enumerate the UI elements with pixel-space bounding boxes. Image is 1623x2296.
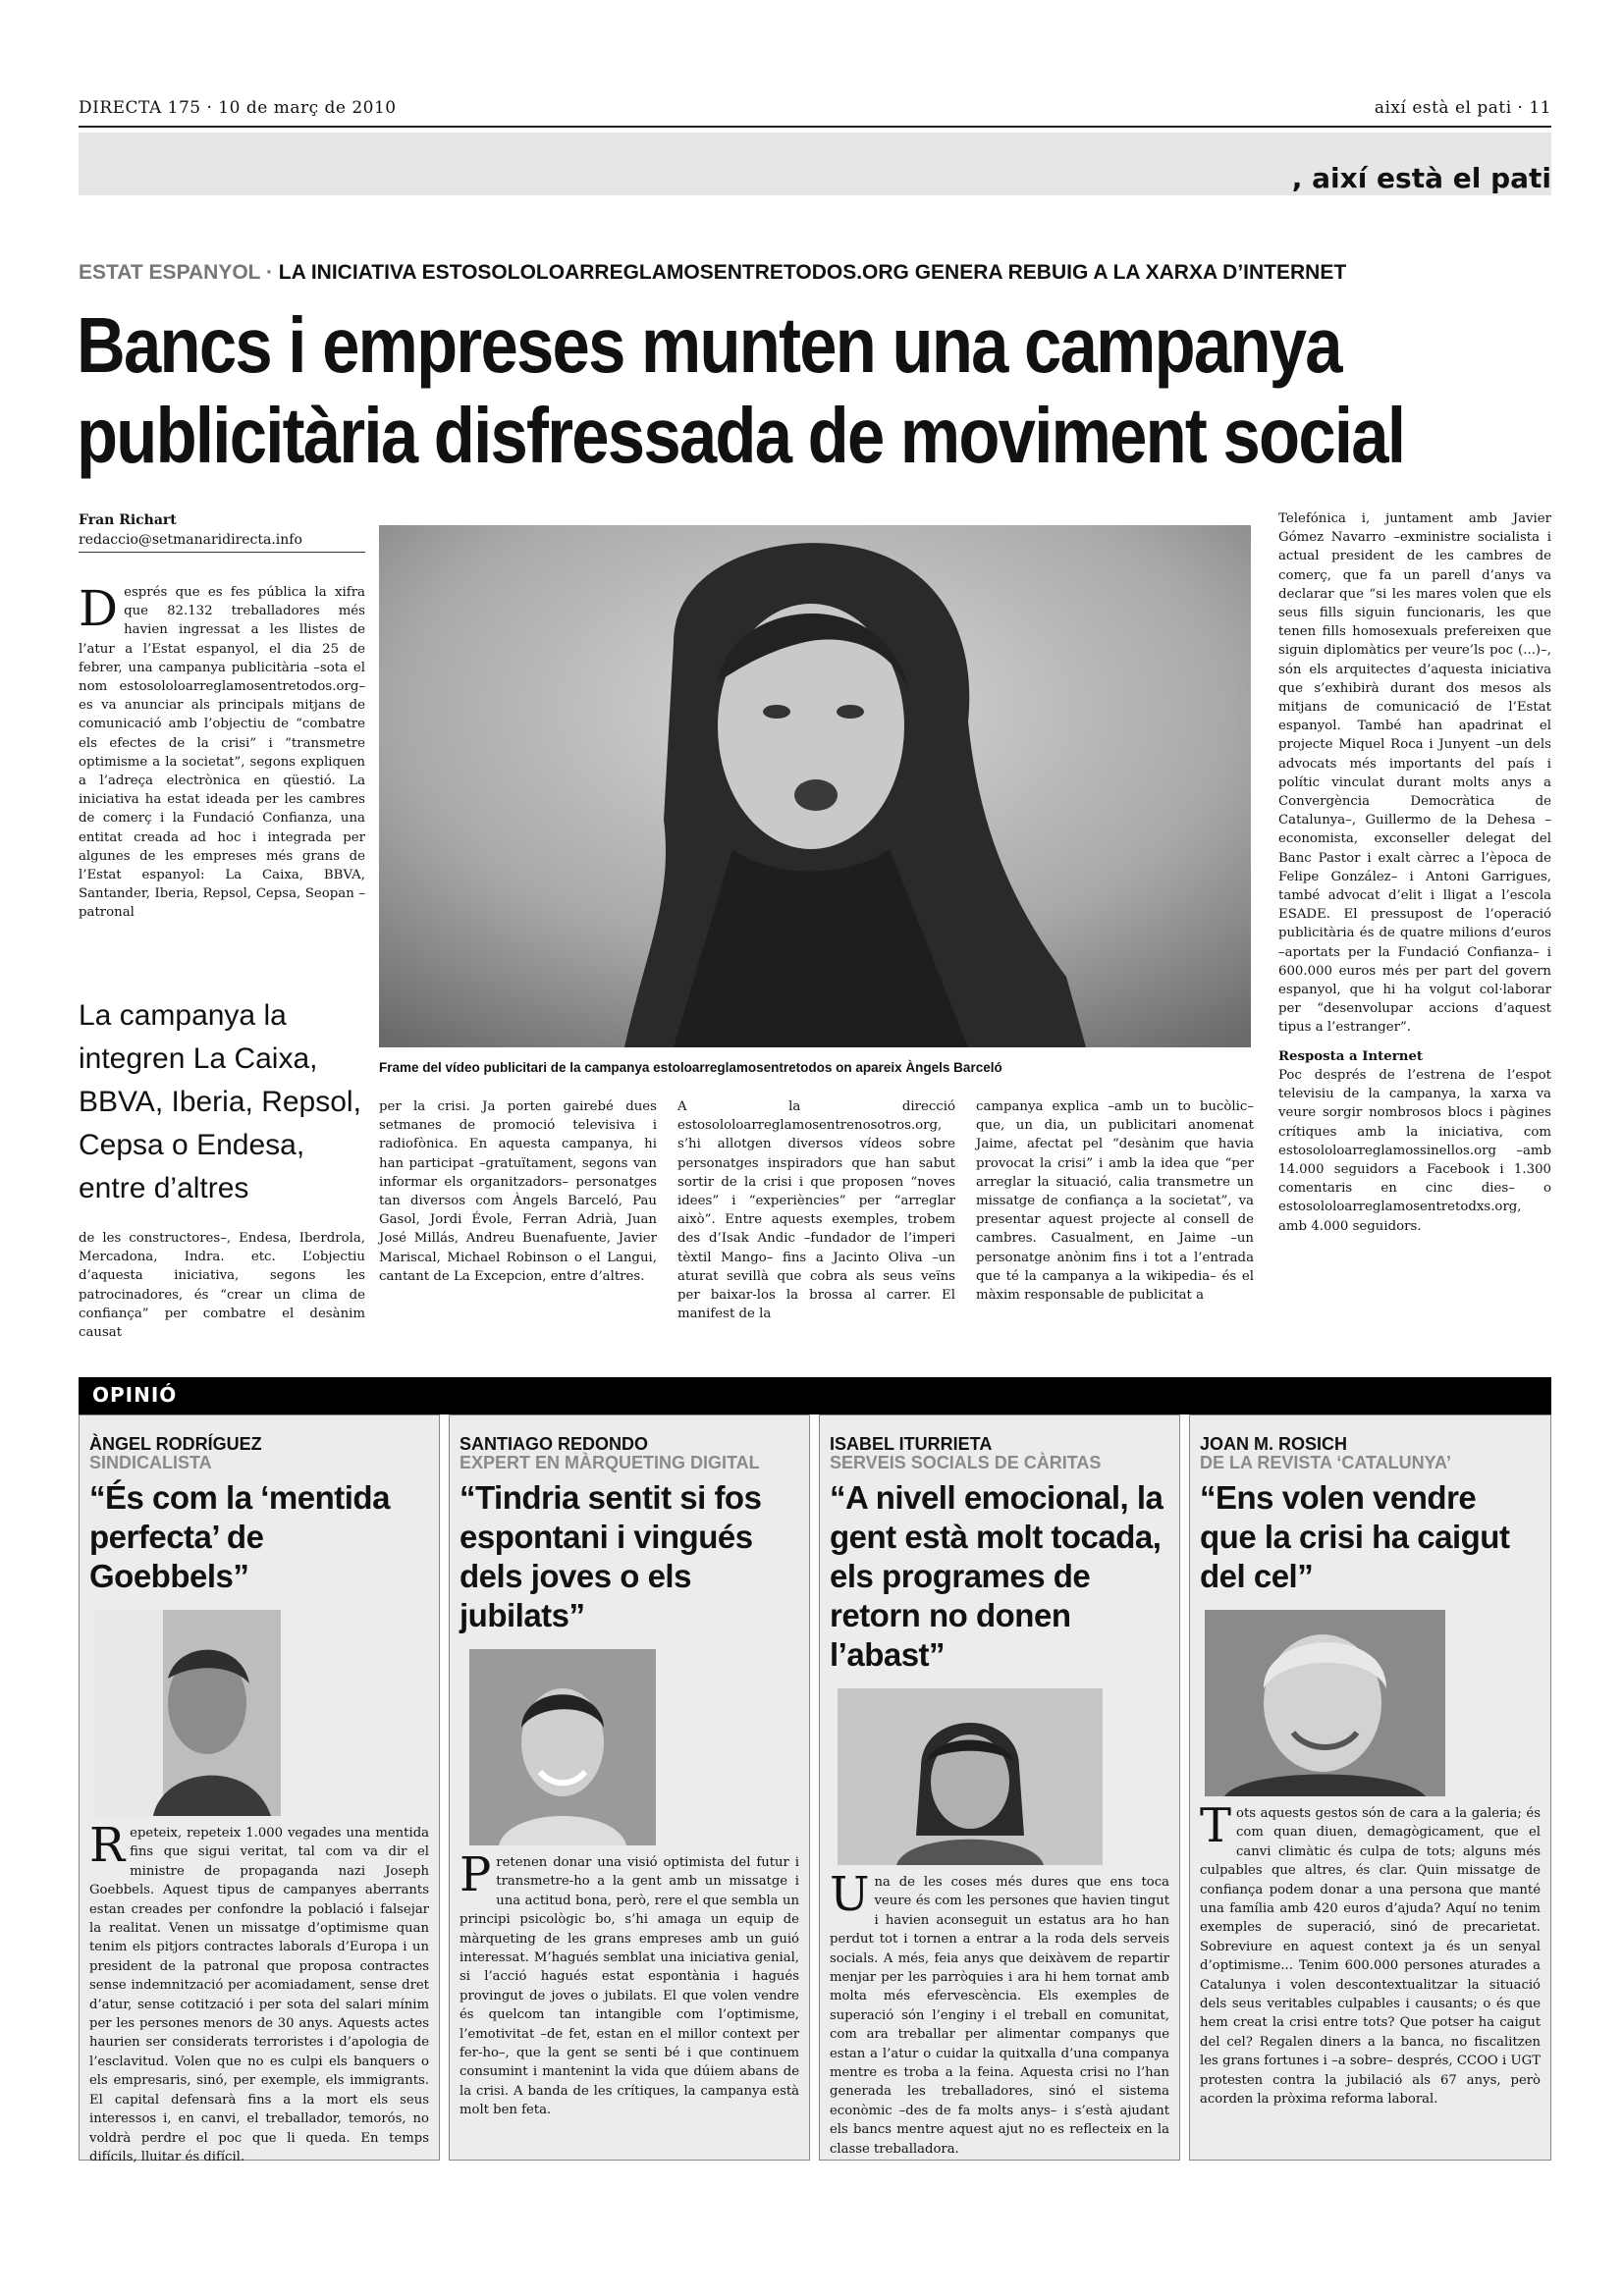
kicker — [79, 261, 1346, 285]
issue-date: DIRECTA 175 · 10 de març de 2010 — [79, 98, 397, 118]
opinion-card — [79, 1415, 440, 2164]
article-text: de les constructores–, Endesa, Iberdrola, Mercadona, Indra. etc. L’objectiu d’aquesta iniciativa, segons les patrocinadores, és “crear un clima de confiança” per combatre el desànim causat — [79, 1231, 365, 1341]
opinion-quote: “Tindria sentit si fos espontani i vingués dels joves o els jubilats” — [460, 1479, 762, 1633]
opinion-card — [819, 1415, 1180, 2161]
opinion-photo — [838, 1688, 1103, 1865]
opinion-author: JOAN M. ROSICH — [1200, 1434, 1348, 1454]
author-email[interactable]: redaccio@setmanaridirecta.info — [79, 532, 302, 548]
headline-line-1: Bancs i empreses munten una campanya — [77, 301, 1341, 389]
dropcap: P — [460, 1847, 492, 1902]
opinion-text — [830, 1867, 1169, 2159]
dropcap: T — [1200, 1798, 1232, 1853]
man-portrait-image — [94, 1610, 281, 1816]
page-section-number: així està el pati · 11 — [1374, 98, 1551, 118]
article-column-5 — [1278, 509, 1551, 1236]
opinion-card — [1189, 1415, 1551, 2161]
man-portrait-image — [1205, 1610, 1445, 1796]
opinion-section-bar — [79, 1377, 1551, 1415]
opinion-author: ÀNGEL RODRÍGUEZ — [89, 1434, 262, 1454]
kicker-category: ESTAT ESPANYOL · — [79, 261, 273, 284]
headline — [77, 300, 1405, 481]
byline — [79, 510, 302, 550]
kicker-text: LA INICIATIVA ESTOSOLOLOARREGLAMOSENTRETODOS.ORG GENERA REBUIG A LA XARXA D’INTERNET — [272, 261, 1347, 284]
article-text: Telefónica i, juntament amb Javier Gómez Navarro –exministre socialista i actual president de les cambres de comerç, que fa un parell d’anys va declarar que “si les mares volen que els seus fills siguin funcionaris, les que tenen fills homosexuals prefereixen que siguin diplomàtics per veure’ls poc (...)–, són els arquitectes d’aquesta iniciativa que s’exhibirà durant dos mesos als mitjans de comunicació de l’Estat espanyol. També han apadrinat el projecte Miquel Roca i Junyent –un dels advocats més importants del país i polític vinculat durant molts anys a Convergència Democràtica de Catalunya–, Guillermo de la Dehesa –economista, exconseller delegat del Banc Pastor i exalt càrrec a l’època de Felipe González– i Antoni Garrigues, també advocat d’elit i lligat a l’escola ESADE. El pressupost de l’operació publicitària és de quatre milions d’euros –aportats per la Fundació Confianza– i 600.000 euros més per part del govern espanyol, que hi ha volgut col·laborar per “desenvolupar accions d’aquest tipus a l’estranger”. — [1278, 511, 1551, 1036]
opinion-photo — [469, 1649, 656, 1845]
opinion-role: DE LA REVISTA ‘CATALUNYA’ — [1200, 1453, 1452, 1472]
article-column-3 — [677, 1097, 955, 1323]
opinion-photo — [94, 1610, 281, 1816]
opinion-text — [1200, 1798, 1541, 2109]
pull-quote: La campanya la integren La Caixa, BBVA, Iberia, Repsol, Cepsa o Endesa, entre d’altres — [79, 999, 361, 1204]
article-column-1 — [79, 580, 365, 923]
opinion-card — [449, 1415, 810, 2161]
opinion-label: OPINIÓ — [92, 1383, 178, 1407]
section-title: , així està el pati — [1291, 162, 1551, 194]
byline-rule — [79, 552, 365, 553]
opinion-body: na de les coses més dures que ens toca veure és com les persones que havien tingut i havien aconseguit un estatus ara ho han perdut tot i tornen a entrar a la roda dels serveis socials. A més, feia anys que deixàvem de repartir menjar per les parròquies i ara hi hem tornat amb molta més efervescència. Els exemples de superació són l’enginy i el treball en comunitat, com ara treballar per alimentar companys que estan a l’atur o cuidar la quitxalla d’una companya mentre es troba a la feina. Aquesta crisi no l’han generada les treballadores, sinó el sistema econòmic –des de fa molts anys– i s’està ajudant els bancs mentre aquest ajut no es reflecteix en la classe treballadora. — [830, 1875, 1169, 2157]
article-text: esprés que es fes pública la xifra que 82.132 treballadores més havien ingressat a les llistes de l’atur a l’Estat espanyol, el dia 25 de febrer, una campanya publicitària –sota el nom estosololoarreglamosentretodos.org– es va anunciar als principals mitjans de comunicació amb l’objectiu de “combatre els efectes de la crisi” i “transmetre optimisme a la societat”, segons expliquen a l’adreça electrònica en qüestió. La iniciativa ha estat ideada per les cambres de comerç i la Fundació Confianza, una entitat creada ad hoc i integrada per algunes de les empreses més grans de l’Estat espanyol: La Caixa, BBVA, Santander, Iberia, Repsol, Cepsa, Seopan –patronal — [79, 585, 365, 921]
opinion-quote: “Ens volen vendre que la crisi ha caigut del cel” — [1200, 1479, 1510, 1594]
opinion-text — [89, 1818, 429, 2166]
article-column-1-bottom — [79, 1229, 365, 1342]
opinion-role: EXPERT EN MÀRQUETING DIGITAL — [460, 1453, 760, 1472]
opinion-role: SINDICALISTA — [89, 1453, 212, 1472]
opinion-role: SERVEIS SOCIALS DE CÀRITAS — [830, 1453, 1102, 1472]
dropcap: U — [830, 1867, 870, 1922]
woman-portrait-image — [379, 525, 1251, 1047]
article-text: A la direcció estosololoarreglamosentrenosotros.org, s’hi allotgen diversos vídeos sobre personatges inspiradors que han sabut sortir de la crisi i que proposen “noves idees” i “experiències” per “arreglar això”. Entre aquests exemples, trobem des d’Isak Andic –fundador de l’imperi tèxtil Mango– fins a Jacinto Oliva –un aturat sevillà que cobra als seus veïns per baixar-los la brossa al carrer. El manifest de la — [677, 1099, 955, 1322]
article-photo — [379, 525, 1251, 1047]
dropcap: R — [89, 1818, 126, 1873]
subhead: Resposta a Internet — [1278, 1048, 1424, 1064]
opinion-author: ISABEL ITURRIETA — [830, 1434, 993, 1454]
article-column-4 — [976, 1097, 1254, 1305]
woman-portrait-image — [838, 1688, 1103, 1865]
opinion-photo — [1205, 1610, 1445, 1796]
photo-caption: Frame del vídeo publicitari de la campanya estoloarreglamosentretodos on apareix Àngels Barceló — [379, 1060, 1002, 1075]
dropcap: D — [79, 580, 119, 637]
opinion-quote: “A nivell emocional, la gent està molt tocada, els programes de retorn no donen l’abast” — [830, 1479, 1163, 1673]
opinion-body: retenen donar una visió optimista del futur i transmetre-ho a la gent amb un missatge i una actitud bona, però, rere el que sembla un principi psicològic bo, s’hi amaga un equip de màrqueting de les grans empreses amb un guió interessat. M’hagués semblat una iniciativa genial, si l’acció hagués estat espontània i hagués provingut de joves o jubilats. El que volen vendre és quelcom tan intangible com l’optimisme, l’emotivitat –de fet, estan en el millor context per fer-ho–, que la gent se senti bé i que continuem consumint i mantenint la vida que dúiem abans de la crisi. A banda de les crítiques, la campanya està molt ben feta. — [460, 1855, 799, 2118]
article-text: Poc després de l’estrena de l’espot televisiu de la campanya, la xarxa va veure sorgir nombrosos blocs i pàgines crítiques amb la iniciativa, com estosololoarreglamossinellos.org –amb 14.000 seguidors a Facebook i 1.300 comentaris en cinc dies– o estosololoarreglamosentretodxs.org, amb 4.000 seguidors. — [1278, 1067, 1551, 1234]
header-rule — [79, 126, 1551, 128]
section-banner — [79, 133, 1551, 195]
opinion-body: ots aquests gestos són de cara a la galeria; és com quan diuen, demagògicament, que el canvi climàtic és culpa de tots; alguns més culpables que altres, és clar. Quin missatge de confiança podem donar a una persona que manté una família amb 420 euros d’ajuda? Aquí no tenim exemples de superació, sinó de precarietat. Sobreviure en aquest context ja és un senyal d’optimisme... Tenim 600.000 persones aturades a Catalunya i volen descontextualitzar la situació dels seus veritables culpables i causants; o és que hem creat la crisi entre tots? Que potser ha caigut del cel? Regalen diners a la banca, no fiscalitzen les grans fortunes i –a sobre– després, CCOO i UGT protesten contra la jubilació als 67 anys, però acorden la pròxima reforma laboral. — [1200, 1806, 1541, 2108]
opinion-text — [460, 1847, 799, 2120]
article-text: per la crisi. Ja porten gairebé dues setmanes de promoció televisiva i radiofònica. En aquesta campanya, hi han participat –gratuïtament, segons van informar els organitzadors– personatges tan diversos com Àngels Barceló, Pau Gasol, Jordi Évole, Ferran Adrià, Juan José Millás, Andreu Buenafuente, Javier Mariscal, Michael Robinson o el Langui, cantant de La Excepcion, entre d’altres. — [379, 1099, 657, 1284]
page-header — [79, 98, 1551, 118]
opinion-author: SANTIAGO REDONDO — [460, 1434, 649, 1454]
article-column-2 — [379, 1097, 657, 1286]
author-name: Fran Richart — [79, 512, 177, 528]
man-portrait-image — [469, 1649, 656, 1845]
opinion-body: epeteix, repeteix 1.000 vegades una mentida fins que sigui veritat, tal com va dir el ministre de propaganda nazi Joseph Goebbels. Aquest tipus de campanyes aberrants estan creades per confondre la població i falsejar la realitat. Venen un missatge d’optimisme quan tenim els pitjors contractes laborals d’Europa i un president de la patronal que proposa contractes sense indemnització per acomiadament, sense dret d’atur, sense cotització i per sota del salari mínim per les persones menors de 30 anys. Aquests actes haurien ser considerats terroristes i d’apologia de l’esclavitud. Volen que no es culpi els banquers o els empresaris, sinó, per exemple, els immigrants. El capital defensarà fins a la mort els seus interessos i, en canvi, el treballador, temorós, no voldrà perdre el poc que li queda. En temps difícils, lluitar és difícil. — [89, 1826, 429, 2164]
headline-line-2: publicitària disfressada de moviment social — [77, 392, 1405, 479]
article-text: campanya explica –amb un to bucòlic– que, un dia, un publicitari anomenat Jaime, afectat pel “desànim que havia provocat la crisi” i amb la idea que “per arreglar la situació, calia transmetre un missatge de confiança a la societat”, va presentar aquest projecte al consell de cambres. Casualment, en Jaime –un personatge anònim fins i tot a l’entrada que té la campanya a la wikipedia– és el màxim responsable de publicitat a — [976, 1099, 1254, 1304]
opinion-quote: “És com la ‘mentida perfecta’ de Goebbels” — [89, 1479, 390, 1594]
